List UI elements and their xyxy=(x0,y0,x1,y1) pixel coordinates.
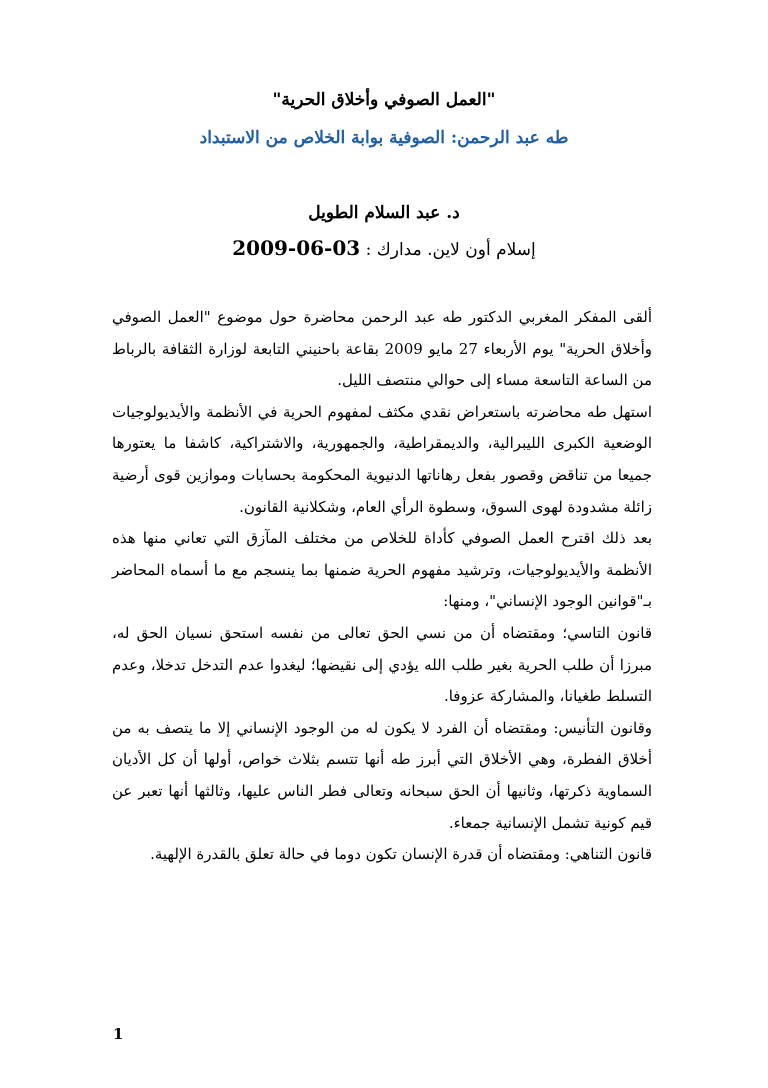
page-number: 1 xyxy=(113,1025,124,1043)
document-subtitle: طه عبد الرحمن: الصوفية بوابة الخلاص من الاستبداد xyxy=(199,128,569,148)
source-line xyxy=(0,236,768,260)
paragraph-4: قانون التاسي؛ ومقتضاه أن من نسي الحق تعالى من نفسه استحق نسيان الحق له، مبرزا أن طلب الحرية بغير طلب الله يؤدي إلى نقيضها؛ ليغدوا عدم التدخل تدخلا، وعدم التسلط طغيانا، والمشاركة عزوفا. xyxy=(112,623,652,706)
source-date: 2009-06-03 xyxy=(232,236,361,260)
paragraph-1: ألقى المفكر المغربي الدكتور طه عبد الرحمن محاضرة حول موضوع "العمل الصوفي وأخلاق الحرية" يوم الأربعاء 27 مايو 2009 بقاعة باحنيني التابعة لوزارة الثقافة بالرباط من الساعة التاسعة مساء إلى حوالي منتصف الليل. xyxy=(112,308,652,390)
source-prefix: إسلام أون لاين. مدارك : xyxy=(365,240,536,260)
paragraph-5: وقانون التأنيس: ومقتضاه أن الفرد لا يكون له من الوجود الإنساني إلا ما يتصف به من أخلاق الفطرة، وهي الأخلاق التي أبرز طه أنها تتسم بثلاث خواص، أولها أن كل الأديان السماوية ذكرتها، وثانيها أن الحق سبحانه وتعالى فطر الناس عليها، وثالثها أنها تعبر عن قيم كونية تشمل الإنسانية جمعاء. xyxy=(112,718,652,832)
paragraph-3: بعد ذلك اقترح العمل الصوفي كأداة للخلاص من مختلف المآزق التي تعاني منها هذه الأنظمة والأيديولوجيات، وترشيد مفهوم الحرية ضمنها بما ينسجم مع ما أسماه المحاضر بـ"قوانين الوجود الإنساني"، ومنها: xyxy=(112,529,652,611)
paragraph-2: استهل طه محاضرته باستعراض نقدي مكثف لمفهوم الحرية في الأنظمة والأيديولوجيات الوضعية الكبرى الليبرالية، والديمقراطية، والجمهورية، والاشتراكية، كاشفا ما يعتورها جميعا من تناقض وقصور بفعل رهاناتها الدنيوية المحكومة بحسابات وموازين قوى أرضية زائلة مشدودة لهوى السوق، وسطوة الرأي العام، وشكلانية القانون. xyxy=(112,402,652,516)
paragraph-6: قانون التناهي: ومقتضاه أن قدرة الإنسان تكون دوما في حالة تعلق بالقدرة الإلهية. xyxy=(150,845,652,864)
author-name: د. عبد السلام الطويل xyxy=(308,203,460,223)
body-text xyxy=(112,302,652,871)
document-title: "العمل الصوفي وأخلاق الحرية" xyxy=(272,90,496,110)
